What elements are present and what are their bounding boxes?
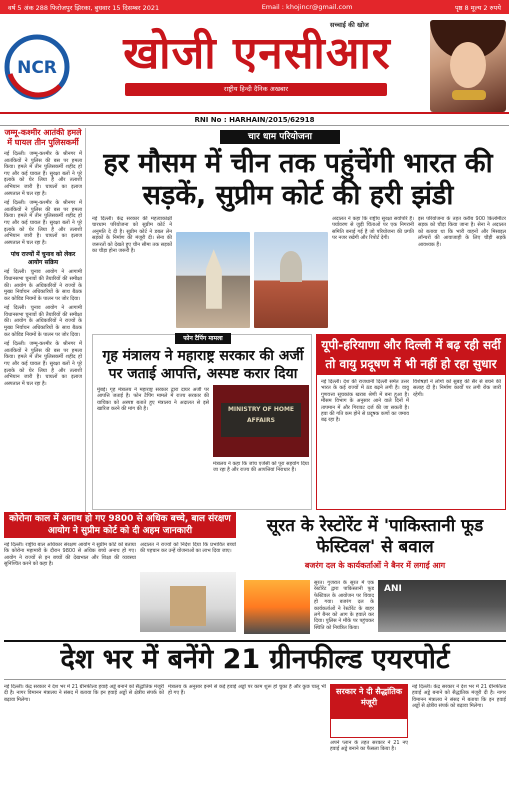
- logo-text: NCR: [17, 58, 57, 78]
- surat-headline: सूरत के रेस्टोरेंट में 'पाकिस्तानी फूड फेस्टिवल' से बवाल: [266, 516, 484, 557]
- top-info-bar: [0, 0, 509, 14]
- left-body-2b: नई दिल्ली। चुनाव आयोग ने आगामी विधानसभा चुनावों की तैयारियों की समीक्षा की। आयोग के अधिकारियों ने राज्यों के मुख्य निर्वाचन अधिकारियों के साथ बैठक कर कोविड नियमों के पालन पर जोर दिया।: [4, 305, 82, 338]
- home-ministry-tag: फोन टैपिंग मामला: [175, 333, 231, 344]
- ani-news-photo: [378, 580, 506, 632]
- fire-banner-photo: [244, 580, 310, 634]
- corona-headline: कोरोना काल में अनाथ हो गए 9800 से अधिक बच्चे, बाल संरक्षण आयोग ने सुप्रीम कोर्ट को दी अहम जानकारी: [4, 512, 236, 538]
- pollution-body-2: विशेषज्ञों ने लोगों को सुबह की सैर से बचने की सलाह दी है। निर्माण कार्यों पर लगी रोक जारी रहेगी।: [413, 379, 501, 398]
- surat-body: सूरत। गुजरात के सूरत में एक रेस्टोरेंट द्वारा पाकिस्तानी फूड फेस्टिवल के आयोजन पर विवाद हो गया। बजरंग दल के कार्यकर्ताओं ने रेस्टोरेंट के बाहर लगे बैनर को आग के हवाले कर दिया। पुलिस ने मौके पर पहुंचकर स्थिति को नियंत्रित किया।: [314, 580, 374, 631]
- corona-body-2: अदालत ने राज्यों को निर्देश दिया कि प्रभावित बच्चों की पहचान कर उन्हें योजनाओं का लाभ दिया जाए।: [140, 542, 236, 555]
- left-body-2c: नई दिल्ली। जम्मू-कश्मीर के श्रीनगर में आतंकियों ने पुलिस की बस पर हमला किया। हमले में तीन पुलिसकर्मी शहीद हो गए और कई घायल हैं। सुरक्षा बलों ने पूरे इलाके को घेर लिया है और तलाशी अभियान जारी है। घायलों का इलाज अस्पताल में चल रहा है।: [4, 341, 82, 387]
- email-info: Email : khojincr@gmail.com: [261, 3, 353, 11]
- airport-body-3: नई दिल्ली। केंद्र सरकार ने देश भर में 21 ग्रीनफील्ड हवाई अड्डे बनाने को सैद्धांतिक मंजूरी दी है। नागर विमानन मंत्रालय ने संसद में बताया कि इन हवाई अड्डों से क्षेत्रीय संपर्क को बढ़ावा मिलेगा।: [412, 684, 506, 710]
- approval-box: [330, 684, 408, 738]
- left-news-column: [4, 128, 86, 514]
- page-price-info: पृष्ठ 8 मूल्य 2 रुपये: [454, 3, 501, 12]
- approval-box-head: सरकार ने दी सैद्धांतिक मंजूरी: [331, 685, 407, 719]
- pollution-body: नई दिल्ली। देश की राजधानी दिल्ली समेत उत्तर भारत के कई राज्यों में ठंड बढ़ने लगी है। वायु गुणवत्ता सूचकांक खराब श्रेणी में बना हुआ है। मौसम विभाग के अनुसार आने वाले दिनों में तापमान में और गिरावट दर्ज की जा सकती है। हवा की गति कम होने से प्रदूषक कणों का जमाव बढ़ रहा है।: [321, 379, 409, 424]
- brand-tagline: सच्चाई की खोज: [330, 21, 369, 29]
- lead-kicker: चार धाम परियोजना: [220, 130, 340, 144]
- approval-box-body: अपने प्लान के तहत सरकार ने 21 नए हवाई अड्डे बनाने का फैसला किया है।: [330, 740, 408, 753]
- left-body-1: नई दिल्ली। जम्मू-कश्मीर के श्रीनगर में आतंकियों ने पुलिस की बस पर हमला किया। हमले में तीन पुलिसकर्मी शहीद हो गए और कई घायल हैं। सुरक्षा बलों ने पूरे इलाके को घेर लिया है और तलाशी अभियान जारी है। घायलों का इलाज अस्पताल में चल रहा है।: [4, 151, 82, 197]
- ministry-sign-photo: [213, 385, 309, 457]
- home-ministry-story: [92, 334, 312, 510]
- left-headline: जम्मू-कश्मीर आतंकी हमले में घायल तीन पुलिसकर्मी: [4, 128, 82, 147]
- pollution-story: [316, 334, 506, 510]
- ani-label: ANI: [384, 584, 402, 594]
- court-building-photo: [140, 572, 236, 632]
- pollution-headline: यूपी-हरियाणा और दिल्ली में बढ़ रही सर्दी तो वायु प्रदूषण में भी नहीं हो रहा सुधार: [317, 335, 505, 375]
- cover-model-photo: [430, 20, 506, 112]
- supreme-court-photo: [254, 232, 328, 328]
- lead-headline: हर मौसम में चीन तक पहुंचेंगी भारत की सड़कें, सुप्रीम कोर्ट की हरी झंडी: [103, 148, 493, 211]
- ncr-logo-icon: [4, 34, 70, 100]
- home-ministry-body: मुंबई। गृह मंत्रालय ने महाराष्ट्र सरकार द्वारा दायर अर्जी पर आपत्ति जताई है। फोन टैपिंग मामले में राज्य सरकार की याचिका को अस्पष्ट बताते हुए मंत्रालय ने अदालत से इसे खारिज करने की मांग की है।: [97, 387, 209, 413]
- left-body-1b: नई दिल्ली। जम्मू-कश्मीर के श्रीनगर में आतंकियों ने पुलिस की बस पर हमला किया। हमले में तीन पुलिसकर्मी शहीद हो गए और कई घायल हैं। सुरक्षा बलों ने पूरे इलाके को घेर लिया है और तलाशी अभियान जारी है। घायलों का इलाज अस्पताल में चल रहा है।: [4, 200, 82, 246]
- airport-body-2: मंत्रालय के अनुसार इनमें से कई हवाई अड्डों पर काम शुरू हो चुका है और कुछ चालू भी हो गए हैं।: [168, 684, 326, 697]
- newspaper-subtitle: राष्ट्रीय हिन्दी दैनिक अखबार: [125, 83, 387, 96]
- corona-body: नई दिल्ली। राष्ट्रीय बाल अधिकार संरक्षण आयोग ने सुप्रीम कोर्ट को बताया कि कोरोना महामारी के दौरान 9800 से अधिक बच्चे अनाथ हो गए। आयोग ने राज्यों से इन बच्चों की देखभाल और शिक्षा की व्यवस्था सुनिश्चित करने को कहा है।: [4, 542, 136, 568]
- kedarnath-temple-photo: [176, 232, 250, 328]
- edition-info: वर्ष 5 अंक 288 फिरोजपुर झिरका, बुधवार 15 दिसम्बर 2021: [8, 3, 160, 12]
- ministry-plate-text: MINISTRY OF HOME AFFAIRS: [221, 403, 301, 437]
- home-ministry-headline: गृह मंत्रालय ने महाराष्ट्र सरकार की अर्जी पर जताई आपत्ति, अस्पष्ट करार दिया: [102, 348, 304, 382]
- airport-headline: देश भर में बनेंगे 21 ग्रीनफील्ड एयरपोर्ट: [60, 644, 450, 675]
- left-sub-headline: पांच राज्यों में चुनाव को लेकर आयोग सक्रिय: [10, 251, 76, 267]
- masthead: [0, 14, 509, 112]
- lead-body-col-3: अदालत ने कहा कि राष्ट्रीय सुरक्षा सर्वोपरि है। पर्यावरण से जुड़ी चिंताओं पर एक निगरानी समिति बनाई गई है जो परियोजना की प्रगति पर नजर रखेगी और रिपोर्ट देगी।: [332, 216, 414, 242]
- rni-number: RNI No : HARHAIN/2015/62918: [0, 112, 509, 126]
- lead-body-col-1: नई दिल्ली। केंद्र सरकार की महत्वाकांक्षी चारधाम परियोजना को सुप्रीम कोर्ट ने अनुमति दे दी है। सुप्रीम कोर्ट ने डबल लेन सड़कों के निर्माण की मंजूरी दी। सेना की जरूरतों को देखते हुए चीन सीमा तक सड़कों का चौड़ा होना जरूरी है।: [92, 216, 172, 255]
- airport-body: नई दिल्ली। केंद्र सरकार ने देश भर में 21 ग्रीनफील्ड हवाई अड्डे बनाने को सैद्धांतिक मंजूरी दी है। नागर विमानन मंत्रालय ने संसद में बताया कि इन हवाई अड्डों से क्षेत्रीय संपर्क को बढ़ावा मिलेगा।: [4, 684, 164, 703]
- left-body-2: नई दिल्ली। चुनाव आयोग ने आगामी विधानसभा चुनावों की तैयारियों की समीक्षा की। आयोग के अधिकारियों ने राज्यों के मुख्य निर्वाचन अधिकारियों के साथ बैठक कर कोविड नियमों के पालन पर जोर दिया।: [4, 269, 82, 302]
- home-ministry-body-2: मंत्रालय ने कहा कि जांच एजेंसी को पूरा सहयोग दिया जा रहा है और राज्य की आपत्तियां निराधार हैं।: [213, 461, 309, 474]
- surat-subheadline: बजरंग दल के कार्यकर्ताओं ने बैनर में लगाई आग: [304, 561, 446, 570]
- newspaper-title: खोजी एनसीआर: [123, 28, 391, 79]
- lead-body-col-4: इस परियोजना के तहत करीब 900 किलोमीटर सड़क को चौड़ा किया जाना है। सेना ने अदालत को बताया था कि भारी वाहनों और मिसाइल लॉन्चरों की आवाजाही के लिए चौड़ी सड़कें आवश्यक हैं।: [418, 216, 506, 248]
